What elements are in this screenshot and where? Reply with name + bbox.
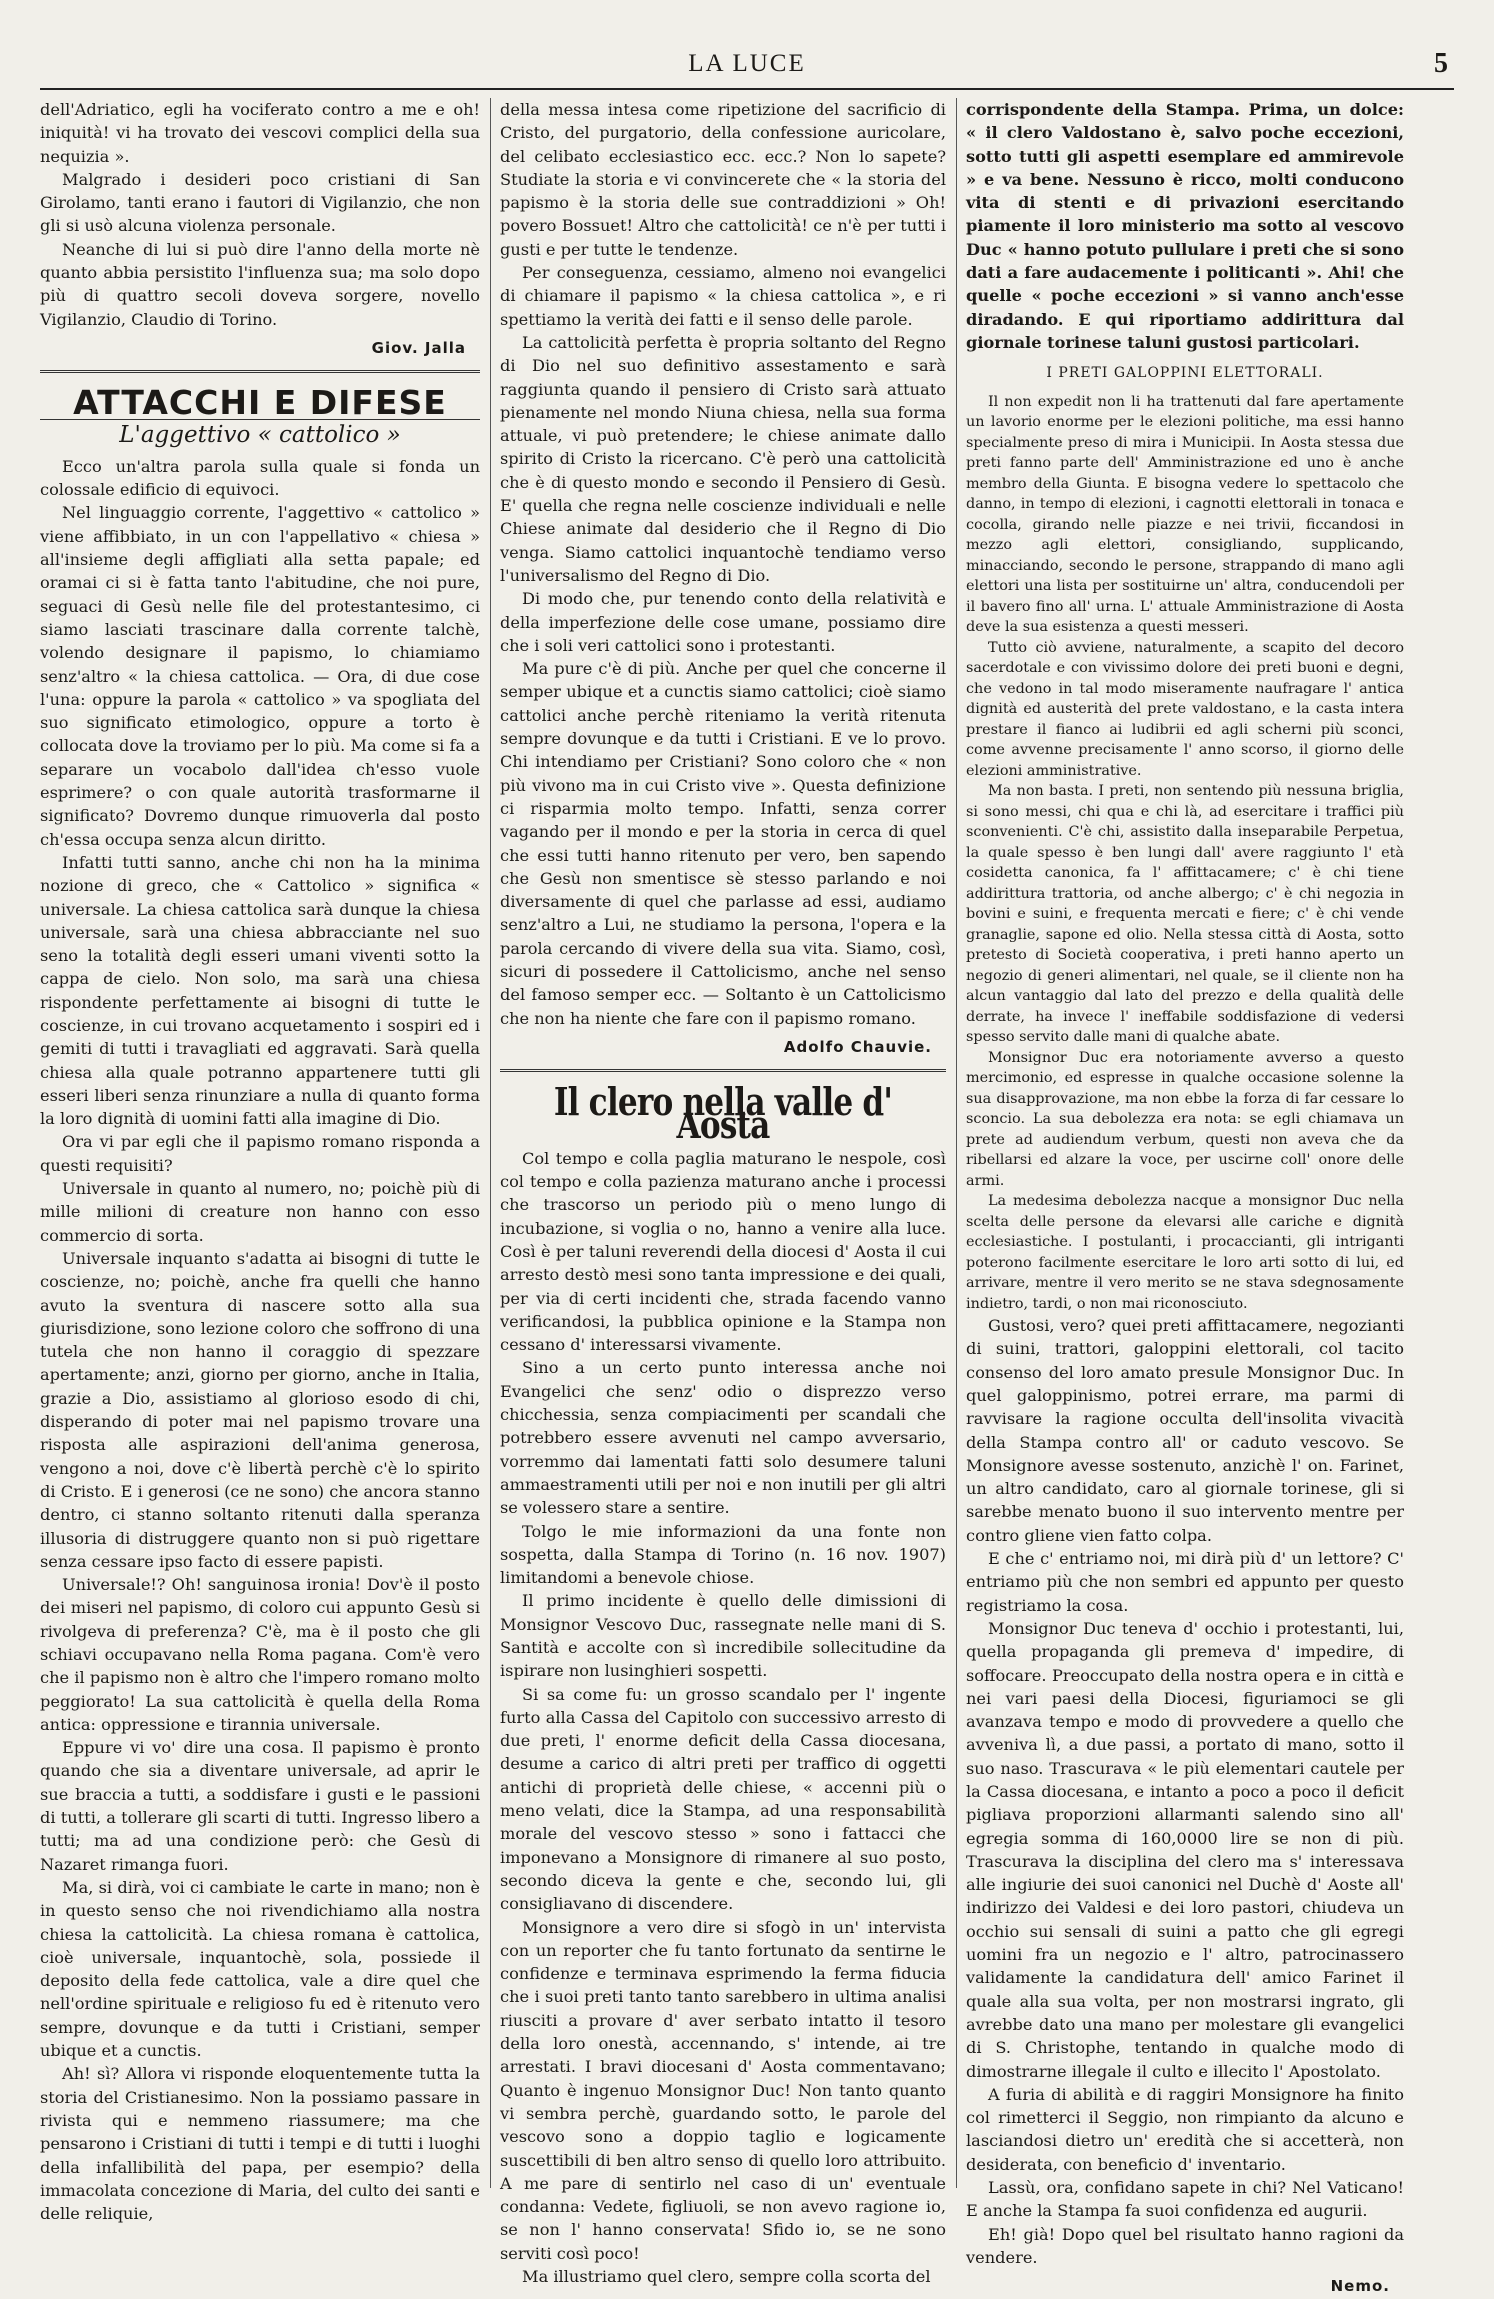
column-divider xyxy=(490,98,491,2188)
paragraph: A furia di abilità e di raggiri Monsignore ha finito col rimetterci il Seggio, non rimpianto da alcuno e lasciandosi dietro un' eredità che si accetterà, non desiderata, con beneficio d' inventario. xyxy=(966,2084,1404,2174)
column-2 xyxy=(500,98,946,2287)
column-1 xyxy=(40,98,480,2224)
paragraph: Monsignor Duc teneva d' occhio i protestanti, lui, quella propaganda gli premeva d' impedire, di soffocare. Preoccupato della nostra opera e in città e nei vari paesi della Diocesi, figuriamoci se gli avanzava tempo e modo di provvedere a quello che avveniva lì, a due passi, a portato di mano, sotto il suo naso. Trascurava « le più elementari cautele per la Cassa diocesana, e intanto a poco a poco il deficit pigliava proporzioni allarmanti salendo sino all' egregia somma di 160,0000 lire se non di più. Trascurava la disciplina del clero ma s' interessava alle ingiurie dei suoi canonici nel Duchè d' Aoste all' indirizzo dei Valdesi e dei loro pastori, chiudeva un occhio sui sensali di suini a patto che gli egregi uomini fra un negozio e l' altro, patrocinassero validamente la candidatura dell' amico Farinet il quale alla sua volta, per non mostrarsi ingrato, gli avrebbe dato una mano per molestare gli evangelici di S. Christophe, tentando in qualche modo di dimostrarne illegale il culto e illecito l' Apostolato. xyxy=(966,1618,1404,2081)
author-signature: Giov. Jalla xyxy=(371,338,466,357)
paragraph: della messa intesa come ripetizione del sacrificio di Cristo, del purgatorio, della confessione auricolare, del celibato ecclesiastico ecc. ecc.? Non lo sapete? Studiate la storia e vi convincerete che « la storia del papismo è la storia delle sue contraddizioni » Oh! povero Bossuet! Altro che cattolicità! ce n'è per tutti i gusti e per tutte le tendenze. xyxy=(500,100,946,259)
paragraph: Universale in quanto al numero, no; poichè più di mille milioni di creature non hanno con esso commercio di sorta. xyxy=(40,1179,480,1245)
paragraph: Ma illustriamo quel clero, sempre colla scorta del xyxy=(522,2267,931,2287)
paragraph: E che c' entriamo noi, mi dirà più d' un lettore? C' entriamo più che non sembri ed appunto per questo registriamo la cosa. xyxy=(966,1549,1404,1615)
column-3 xyxy=(966,98,1404,2296)
paragraph: Il non expedit non li ha trattenuti dal fare apertamente un lavorio enorme per le elezioni politiche, ma essi hanno specialmente preso di mira i Municipii. In Aosta stessa due preti fanno parte dell' Amministrazione ed uno è anche membro della Giunta. E bisogna vedere lo spettacolo che danno, in tempo di elezioni, i cagnotti elettorali in tonaca e cocolla, girando nelle piazze e nei trivii, ficcandosi in mezzo agli elettori, consigliando, supplicando, minacciando, secondo le persone, strappando di mano agli elettori una lista per sostituirne un' altra, conducendoli per il bavero fino all' urna. L' attuale Amministrazione di Aosta deve la sua esistenza a questi messeri. xyxy=(966,393,1404,636)
paragraph: Sino a un certo punto interessa anche noi Evangelici che senz' odio o disprezzo verso chicchessia, senza compiacimenti per scandali che potrebbero essere avvenuti nel campo avversario, vorremmo dai lamentati fatti solo desumere taluni ammaestramenti utili per noi e non inutili per gli altri se volessero stare a sentire. xyxy=(500,1358,946,1518)
article-subheading: L'aggettivo « cattolico » xyxy=(119,421,401,448)
paragraph: Monsignor Duc era notoriamente avverso a questo mercimonio, ed espresse in qualche occasione solenne la sua disapprovazione, ma non ebbe la forza di far cessare lo sconcio. La sua debolezza era nota: se egli chiamava un prete ad audiendum verbum, questi non aveva che da ribellarsi ed alzare la voce, per uscirne coll' onore delle armi. xyxy=(966,1049,1404,1189)
paragraph: Universale inquanto s'adatta ai bisogni di tutte le coscienze, no; poichè, anche fra quelli che hanno avuto la sventura di nascere sotto alla sua giurisdizione, sono lezione coloro che soffrono di una tutela che non hanno il coraggio di spezzare apertamente; anzi, giorno per giorno, anche in Italia, grazie a Dio, assistiamo al glorioso esodo di chi, disperando di poter mai nel papismo trovare una risposta alle aspirazioni dell'anima generosa, vengono a noi, dove c'è libertà perchè c'è lo spirito di Cristo. E i generosi (ce ne sono) che ancora stanno dentro, ci stanno soltanto ritenuti dalla speranza illusoria di distruggere quanto non si può rigettare senza cessare ipso facto di essere papisti. xyxy=(40,1248,480,1571)
paragraph: Malgrado i desideri poco cristiani di San Girolamo, tanti erano i fautori di Vigilanzio, che non gli si usò alcuna violenza personale. xyxy=(40,169,480,236)
paragraph: Eh! già! Dopo quel bel risultato hanno ragioni da vendere. xyxy=(966,2224,1404,2267)
paragraph: Per conseguenza, cessiamo, almeno noi evangelici di chiamare il papismo « la chiesa cattolica », e ri spettiamo la verità dei fatti e il senso delle parole. xyxy=(500,263,946,329)
paragraph: Si sa come fu: un grosso scandalo per l' ingente furto alla Cassa del Capitolo con successivo arresto di due preti, l' enorme deficit della Cassa diocesana, desume a carico di altri preti per traffico di oggetti antichi di proprietà delle chiese, « accenni più o meno velati, dice la Stampa, ad una responsabilità morale del vescovo stesso » sono i fattacci che imponevano a Monsignore di rimanere al suo posto, secondo diceva la gente e che, secondo lui, gli consigliavano di discendere. xyxy=(500,1684,946,1914)
author-signature: Nemo. xyxy=(1330,2277,1390,2296)
paragraph: Tolgo le mie informazioni da una fonte non sospetta, dalla Stampa di Torino (n. 16 nov. 1907) limitandomi a benevole chiose. xyxy=(500,1521,946,1588)
paragraph: Di modo che, pur tenendo conto della relatività e della imperfezione delle cose umane, possiamo dire che i soli veri cattolici sono i protestanti. xyxy=(500,589,946,655)
paragraph: Monsignore a vero dire si sfogò in un' intervista con un reporter che fu tanto fortunato da sentirne le confidenze e terminava esprimendo la ferma fiducia che i suoi preti tanto tanto sarebbero in ultima analisi riusciti a provare d' aver serbato intatto il tesoro della loro onestà, accennando, s' intende, ai tre arrestati. I bravi diocesani d' Aosta commentavano; Quanto è ingenuo Monsignor Duc! Non tanto quanto vi sembra perchè, guardando sotto, le parole del vescovo sono a doppio taglio e logicamente suscettibili di ben altro senso di quello loro attribuito. A me pare di sentirlo nel caso di un' eventuale condanna: Vedete, figliuoli, se non avevo ragione io, se non l' hanno conservata! Sfido io, se ne sono serviti così poco! xyxy=(500,1917,946,2263)
paragraph: Universale!? Oh! sanguinosa ironia! Dov'è il posto dei miseri nel papismo, di coloro cui appunto Gesù si rivolgeva di preferenza? C'è, ma è il posto che gli schiavi occupavano nella Roma pagana. Com'è vero che il papismo non è altro che l'impero romano molto peggiorato! La sua cattolicità è quella della Roma antica: oppressione e tirannia universale. xyxy=(40,1575,480,1734)
column-divider xyxy=(956,98,957,2188)
newspaper-title: LA LUCE xyxy=(688,50,806,77)
paragraph: La cattolicità perfetta è propria soltanto del Regno di Dio nel suo definitivo assestamento e sarà raggiunta quando il pensiero di Cristo sarà attuato pienamente nel mondo Niuna chiesa, nella sua forma attuale, vi può pretendere; le chiese animate dallo spirito di Cristo la ricercano. C'è però una cattolicità che è di questo mondo e secondo il Pensiero di Gesù. E' quella che regna nelle coscienze individuali e nelle Chiese animate dal desiderio che il Regno di Dio venga. Siamo cattolici inquantochè tendiamo verso l'universalismo del Regno di Dio. xyxy=(500,332,946,585)
paragraph: dell'Adriatico, egli ha vociferato contro a me e oh! iniquità! vi ha trovato dei vescovi complici della sua nequizia ». xyxy=(40,100,480,166)
paragraph: Lassù, ora, confidano sapete in chi? Nel Vaticano! E anche la Stampa fa suoi confidenza ed augurii. xyxy=(966,2178,1404,2221)
quoted-block xyxy=(966,98,1404,354)
paragraph: Ah! sì? Allora vi risponde eloquentemente tutta la storia del Cristianesimo. Non la possiamo passare in rivista qui e nemmeno riassumere; ma che pensarono i Cristiani di tutti i tempi e di tutti i luoghi della infallibilità del papa, per esempio? della immacolata concezione di Maria, del culto dei santi e delle reliquie, xyxy=(40,2064,480,2224)
paragraph: Nel linguaggio corrente, l'aggettivo « cattolico » viene affibbiato, in un con l'appellativo « chiesa » all'insieme degli affigliati alla setta papale; ed oramai ci si è fatta tanto l'abitudine, che noi pure, seguaci di Gesù nelle file del protestantesimo, ci siamo lasciati trascinare dalla corrente talchè, volendo designare il papismo, lo chiamiamo senz'altro « la chiesa cattolica. — Ora, di due cose l'una: oppure la parola « cattolico » va spogliata del suo significato etimologico, oppure a torto è collocata dove la troviamo per lo più. Ma come si fa a separare un vocabolo dall'idea ch'esso vuole esprimere? o con quale autorità trasformarne il significato? Dovremo dunque rimuoverla dal posto ch'essa occupa senza alcun diritto. xyxy=(40,503,480,849)
paragraph: Gustosi, vero? quei preti affittacamere, negozianti di suini, trattori, galoppini elettorali, col tacito consenso del loro amato presule Monsignor Duc. In quel galoppinismo, potrei errare, ma parmi di ravvisare la ragione occulta dell'insolita vivacità della Stampa contro all' or caduto vescovo. Se Monsignore avesse sostenuto, anzichè l' on. Farinet, un altro candidato, caro al giornale torinese, gli si sarebbe menato buono il suo intervento mentre per contro gliene vien fatto colpa. xyxy=(966,1316,1404,1545)
page-header xyxy=(40,48,1454,90)
quoted-excerpt xyxy=(966,392,1404,1315)
paragraph: Il primo incidente è quello delle dimissioni di Monsignor Vescovo Duc, rassegnate nelle mani di S. Santità e accolte con sì incredibile sollecitudine da ispirare non lusinghieri sospetti. xyxy=(500,1591,946,1681)
paragraph: Neanche di lui si può dire l'anno della morte nè quanto abbia persistito l'influenza sua; ma solo dopo più di quattro secoli doveva sorgere, novello Vigilanzio, Claudio di Torino. xyxy=(40,239,480,329)
paragraph: Infatti tutti sanno, anche chi non ha la minima nozione di greco, che « Cattolico » significa « universale. La chiesa cattolica sarà dunque la chiesa universale, sarà una chiesa abbracciante nel suo seno la totalità degli esseri umani viventi sotto la cappa de cielo. Non solo, ma sarà una chiesa rispondente perfettamente ai bisogni di tutte le coscienze, in cui trovano acquetamento i sospiri ed i gemiti di tutti i travagliati ed aggravati. Sarà quella chiesa alla quale potranno appartenere tutti gli esseri liberi senza rinunziare a nulla di quanto forma la loro dignità di uomini fatti alla imagine di Dio. xyxy=(40,852,480,1129)
paragraph: Tutto ciò avviene, naturalmente, a scapito del decoro sacerdotale e con vivissimo dolore dei preti buoni e degni, che vedono in tal modo miseramente naufragare l' antica dignità ed austerità del prete valdostano, e la casta intera prestare il fianco ai ludibrii ed agli scherni più sconci, come avvenne precisamente l' anno scorso, il giorno delle elezioni amministrative. xyxy=(966,639,1404,779)
paragraph: Ma non basta. I preti, non sentendo più nessuna briglia, si sono messi, chi qua e chi là, ad esercitare i traffici più sconvenienti. C'è chi, assistito dalla inseparabile Perpetua, la quale spesso è ben lungi dall' avere raggiunto l' età cosidetta canonica, fa l' affittacamere; c' è chi tiene addirittura trattoria, od anche albergo; c' è chi negozia in bovini e suini, e frequenta mercati e fiere; c' è chi vende granaglie, sapone ed olio. Nella stessa città di Aosta, sotto pretesto di Società cooperativa, i preti hanno aperto un negozio di generi alimentari, nel quale, se il cliente non ha alcun vantaggio dal lato del prezzo e della qualità delle derrate, ha invece l' ineffabile soddisfazione di vedersi spesso servito dalle mani di qualche abate. xyxy=(966,783,1404,1046)
section-heading: ATTACCHI E DIFESE xyxy=(40,391,480,419)
author-signature: Adolfo Chauvie. xyxy=(783,1037,932,1056)
paragraph: Eppure vi vo' dire una cosa. Il papismo è pronto quando che sia a diventare universale, ad aprir le sue braccia a tutti, a soddisfare i gusti e le passioni di tutti, a tollerare gli scarti di tutti. Ingresso libero a tutti; ma ad una condizione però: che Gesù di Nazaret rimanga fuori. xyxy=(40,1738,480,1874)
paragraph: corrispondente della Stampa. Prima, un dolce: « il clero Valdostano è, salvo poche eccezioni, sotto tutti gli aspetti esemplare ed ammirevole » e va bene. Nessuno è ricco, molti conducono vita di stenti e di privazioni esercitando piamente il loro ministerio ma sotto al vescovo Duc « hanno potuto pullulare i preti che si sono dati a fare audacemente i politicanti ». Ahi! che quelle « poche eccezioni » si vanno anch'esse diradando. E qui riportiamo addirittura dal giornale torinese taluni gustosi particolari. xyxy=(966,100,1404,352)
paragraph: Ecco un'altra parola sulla quale si fonda un colossale edificio di equivoci. xyxy=(40,456,480,500)
paragraph: Col tempo e colla paglia maturano le nespole, così col tempo e colla pazienza maturano anche i processi che trascorso un periodo più o meno lungo di incubazione, si voglia o no, hanno a venire alla luce. Così è per taluni reverendi della diocesi d' Aosta il cui arresto destò mesi sono tanta impressione e dei quali, per via di certi incidenti che, strada facendo vanno verificandosi, la pubblica opinione e la Stampa non cessano d' interessarsi vivamente. xyxy=(500,1148,946,1355)
article-heading: Il clero nella valle d' Aosta xyxy=(553,1079,893,1148)
paragraph: La medesima debolezza nacque a monsignor Duc nella scelta delle persone da elevarsi alle cariche e dignità ecclesiastiche. I postulanti, i procaccianti, gli intriganti poterono facilmente esercitare le loro arti sotto di lui, ed arrivare, mentre il vero merito se ne stava sdegnosamente indietro, tardi, o non mai riconosciuto. xyxy=(966,1193,1404,1312)
paragraph: Ma, si dirà, voi ci cambiate le carte in mano; non è in questo senso che noi rivendichiamo alla nostra chiesa la cattolicità. La chiesa romana è cattolica, cioè universale, inquantochè, sola, possiede il deposito della fede cattolica, vale a dire quel che nell'ordine spirituale e religioso fu ed è ritenuto vero sempre, dovunque e da tutti i Cristiani, semper ubique et a cunctis. xyxy=(40,1877,480,2061)
paragraph: Ma pure c'è di più. Anche per quel che concerne il semper ubique et a cunctis siamo cattolici; cioè siamo cattolici anche perchè riteniamo la verità ritenuta sempre dovunque e da tutti i Cristiani. E ve lo provo. Chi intendiamo per Cristiani? Sono coloro che « non più vivono ma in cui Cristo vive ». Questa definizione ci risparmia molto tempo. Infatti, senza correr vagando per il mondo e per la storia in cerca di quel che essi tutti hanno ritenuto per vero, ben sapendo che Gesù non smentisce sè stesso parlando e noi diversamente di quel che parlasse ad essi, audiamo senz'altro a Lui, ne studiamo la persona, l'opera e la parola cercando di vivere della sua vita. Siamo, così, sicuri di possedere il Cattolicismo, anche nel senso del famoso semper ecc. — Soltanto è un Cattolicismo che non ha niente che fare con il papismo romano. xyxy=(500,659,946,1028)
paragraph: Ora vi par egli che il papismo romano risponda a questi requisiti? xyxy=(40,1132,480,1175)
quote-subheading: I PRETI GALOPPINI ELETTORALI. xyxy=(1046,365,1324,382)
page-number: 5 xyxy=(1434,48,1448,79)
